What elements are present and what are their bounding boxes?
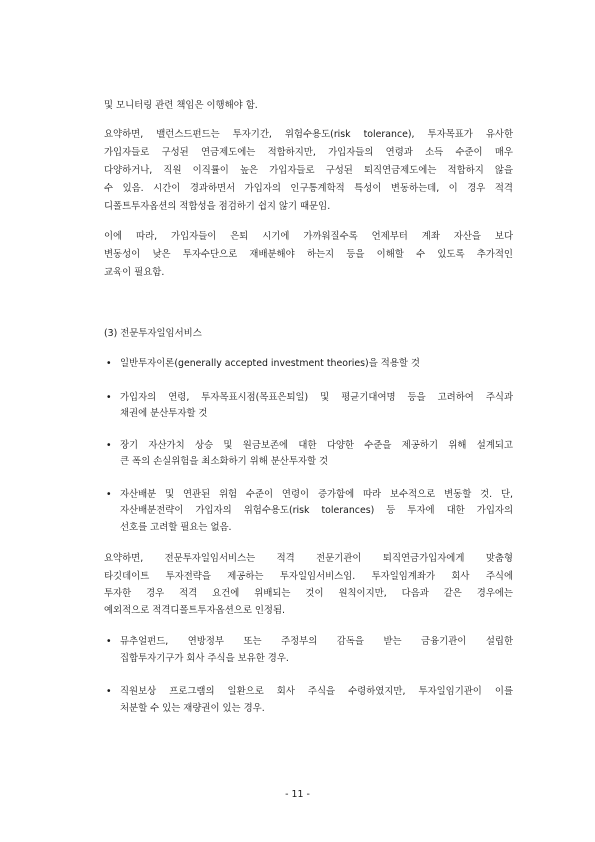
bullet-line: 뮤추얼펀드, 연방정부 또는 주정부의 감독을 받는 금융기관이 설립한: [120, 636, 513, 647]
bullet-line: 채권에 분산투자할 것: [120, 408, 208, 419]
bullet-marker: •: [106, 392, 112, 403]
paragraph-line: 타깃데이트 투자전략을 제공하는 투자일임서비스임. 투자일임계좌가 회사 주식에: [104, 571, 513, 582]
paragraph-line: 요약하면, 전문투자일임서비스는 적격 전문기관이 퇴직연금가입자에게 맞춤형: [104, 553, 513, 564]
bullet-line: 처분할 수 있는 재량권이 있는 경우.: [120, 703, 265, 714]
paragraph-line: 요약하면, 밸런스드펀드는 투자기간, 위험수용도(risk tolerance), 투자목표가 유사한: [104, 129, 513, 140]
paragraph-line: 수 있음. 시간이 경과하면서 가입자의 인구통계학적 특성이 변동하는데, 이 경우 적격: [104, 183, 513, 194]
page-number: - 11 -: [285, 789, 310, 800]
paragraph-line: 교육이 필요함.: [104, 267, 165, 278]
bullet-line: 선호를 고려할 필요는 없음.: [120, 522, 232, 533]
paragraph-line: 디폴트투자옵션의 적합성을 점검하기 쉽지 않기 때문임.: [104, 201, 331, 212]
section-heading: (3) 전문투자일임서비스: [104, 328, 202, 339]
paragraph-line: 투자한 경우 적격 요건에 위배되는 것이 원칙이지만, 다음과 같은 경우에는: [104, 588, 513, 599]
paragraph-line: 변동성이 낮은 투자수단으로 재배분해야 하는지 등을 이해할 수 있도록 추가적인: [104, 249, 513, 260]
bullet-marker: •: [106, 686, 112, 697]
bullet-marker: •: [106, 636, 112, 647]
bullet-line: 장기 자산가치 상승 및 원금보존에 대한 다양한 수준을 제공하기 위해 설계되고: [120, 440, 513, 451]
paragraph-line: 가입자들로 구성된 연금제도에는 적합하지만, 가입자들의 연령과 소득 수준이 매우: [104, 147, 513, 158]
paragraph-line: 및 모니터링 관련 책임은 이행해야 함.: [104, 100, 258, 111]
bullet-line: 자산배분전략이 가입자의 위험수용도(risk tolerances) 등 투자에 대한 가입자의: [120, 505, 513, 516]
bullet-line: 큰 폭의 손실위험을 최소화하기 위해 분산투자할 것: [120, 456, 329, 467]
bullet-line: 일반투자이론(generally accepted investment theories)을 적용할 것: [120, 358, 420, 369]
bullet-line: 직원보상 프로그램의 일환으로 회사 주식을 수령하였지만, 투자일임기관이 이를: [120, 686, 513, 697]
bullet-line: 가입자의 연령, 투자목표시점(목표은퇴일) 및 평균기대여명 등을 고려하여 주식과: [120, 392, 513, 403]
bullet-marker: •: [106, 358, 112, 369]
paragraph-line: 다양하거나, 직원 이직률이 높은 가입자들로 구성된 퇴직연금제도에는 적합하지 않을: [104, 165, 513, 176]
paragraph-line: 이에 따라, 가입자들이 은퇴 시기에 가까워질수록 언제부터 계좌 자산을 보다: [104, 231, 513, 242]
bullet-marker: •: [106, 440, 112, 451]
paragraph-line: 예외적으로 적격디폴트투자옵션으로 인정됨.: [104, 605, 286, 616]
bullet-marker: •: [106, 489, 112, 500]
bullet-line: 집합투자기구가 회사 주식을 보유한 경우.: [120, 653, 289, 664]
bullet-line: 자산배분 및 연관된 위험 수준이 연령이 증가함에 따라 보수적으로 변동할 것. 단,: [120, 489, 513, 500]
